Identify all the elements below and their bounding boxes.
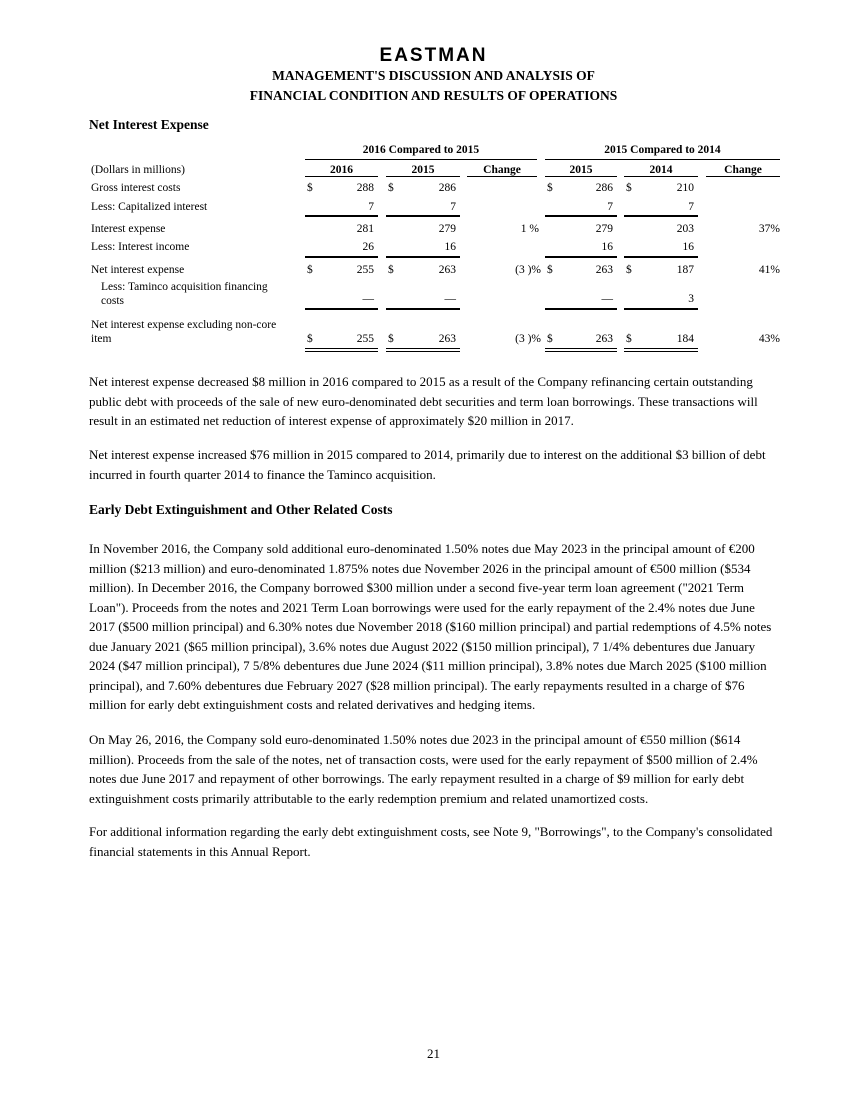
early-debt-heading: Early Debt Extinguishment and Other Related Costs: [89, 502, 393, 517]
value-cell: 184: [676, 333, 694, 345]
paragraph: In November 2016, the Company sold additional euro-denominated 1.50% notes due May 2023 in the principal amount of €200 million ($213 million) and euro-denominated 1.875% notes due November 2026 in the principal amount of €500 million ($534 million). In December 2016, the Company borrowed $300 million under a second five-year term loan agreement ("2021 Term Loan"). Proceeds from the notes and 2021 Term Loan borrowings were used for the early repayment of the 2.4% notes due June 2017 ($500 million principal) and 6.30% notes due November 2018 ($160 million principal) and partial redemptions of 4.5% notes due January 2021 ($65 million principal), 3.6% notes due August 2022 ($150 million principal), 7 1/4% debentures due January 2024 ($47 million principal), 7 5/8% debentures due June 2024 ($11 million principal), 3.8% notes due March 2025 ($100 million principal), and 7.60% debentures due February 2027 ($28 million principal). The early repayments resulted in a charge of $76 million for early debt extinguishment costs and related derivatives and hedging items.: [89, 541, 772, 712]
dollar-sign: $: [307, 333, 313, 345]
value-cell: 255: [356, 264, 374, 276]
dollar-sign: $: [547, 182, 553, 194]
net-interest-heading: Net Interest Expense: [89, 117, 209, 132]
paragraph: For additional information regarding the early debt extinguishment costs, see Note 9, "Borrowings", to the Company's consolidated financial statements in this Annual Report.: [89, 824, 773, 859]
value-cell: 286: [595, 182, 613, 194]
dollar-sign: $: [388, 333, 394, 345]
change-cell: 1 %: [520, 223, 539, 235]
change-cell: 37%: [758, 223, 780, 235]
row-label: Less: Taminco acquisition financing: [101, 281, 268, 293]
dollar-sign: $: [547, 264, 553, 276]
paragraph: Net interest expense decreased $8 million in 2016 compared to 2015 as a result of the Company refinancing certain outstanding public debt with proceeds of the sale of new euro-denominated debt securities and term loan borrowings. These transactions will result in an estimated net reduction of interest expense of approximately $20 million in 2017.: [89, 374, 758, 428]
row-label: Less: Interest income: [91, 241, 190, 253]
value-cell: 286: [438, 182, 456, 194]
page-number: 21: [427, 1046, 440, 1061]
value-cell: 263: [438, 264, 456, 276]
dollar-sign: $: [547, 333, 553, 345]
value-cell: 255: [356, 333, 374, 345]
col-header-2015: 2015: [411, 164, 435, 176]
col-header-change: Change: [483, 164, 521, 176]
value-cell: 279: [595, 223, 613, 235]
value-cell: 288: [356, 182, 374, 194]
company-logo: EASTMAN: [379, 45, 488, 66]
report-title-line1: MANAGEMENT'S DISCUSSION AND ANALYSIS OF: [272, 68, 595, 83]
row-label: Interest expense: [91, 223, 166, 235]
value-cell: 3: [688, 293, 694, 305]
row-label-continued: costs: [101, 295, 124, 307]
value-cell: —: [362, 293, 374, 305]
col-header-change: Change: [724, 164, 762, 176]
row-label: Less: Capitalized interest: [91, 201, 208, 213]
paragraph: On May 26, 2016, the Company sold euro-denominated 1.50% notes due 2023 in the principal amount of €550 million ($614 million). Proceeds from the sale of the notes, net of transaction costs, were used for the early repayment of $500 million of 2.4% notes due June 2017 and repayment of other borrowings. The early repayment resulted in a charge of $9 million for early debt extinguishment costs primarily attributable to the early redemption premium and related unamortized costs.: [89, 732, 758, 806]
value-cell: 203: [676, 223, 694, 235]
value-cell: 210: [676, 182, 694, 194]
change-cell: 41%: [758, 264, 780, 276]
dollar-sign: $: [388, 264, 394, 276]
value-cell: 16: [444, 241, 456, 253]
value-cell: 26: [362, 241, 374, 253]
value-cell: 7: [450, 201, 456, 213]
units-label: (Dollars in millions): [91, 164, 185, 176]
dollar-sign: $: [307, 264, 313, 276]
row-label-continued: item: [91, 333, 112, 345]
value-cell: 7: [688, 201, 694, 213]
paragraph: Net interest expense increased $76 million in 2015 compared to 2014, primarily due to interest on the additional $3 billion of debt incurred in fourth quarter 2014 to finance the Taminco acquisition.: [89, 447, 766, 482]
value-cell: —: [444, 293, 456, 305]
value-cell: 263: [438, 333, 456, 345]
dollar-sign: $: [626, 333, 632, 345]
value-cell: —: [601, 293, 613, 305]
value-cell: 16: [682, 241, 694, 253]
value-cell: 279: [438, 223, 456, 235]
value-cell: 7: [368, 201, 374, 213]
col-header-2015: 2015: [569, 164, 593, 176]
value-cell: 7: [607, 201, 613, 213]
dollar-sign: $: [388, 182, 394, 194]
col-header-2014: 2014: [649, 164, 673, 176]
dollar-sign: $: [307, 182, 313, 194]
value-cell: 281: [356, 223, 374, 235]
report-title-line2: FINANCIAL CONDITION AND RESULTS OF OPERATIONS: [249, 88, 618, 103]
dollar-sign: $: [626, 264, 632, 276]
dollar-sign: $: [626, 182, 632, 194]
value-cell: 16: [601, 241, 613, 253]
value-cell: 263: [595, 333, 613, 345]
value-cell: 263: [595, 264, 613, 276]
row-label: Net interest expense excluding non-core: [91, 319, 277, 331]
change-cell: (3 )%: [515, 333, 541, 345]
group-header-2015-vs-2014: 2015 Compared to 2014: [604, 144, 721, 156]
change-cell: (3 )%: [515, 264, 541, 276]
row-label: Net interest expense: [91, 264, 185, 276]
group-header-2016-vs-2015: 2016 Compared to 2015: [362, 144, 480, 156]
change-cell: 43%: [758, 333, 780, 345]
row-label: Gross interest costs: [91, 182, 181, 194]
value-cell: 187: [676, 264, 694, 276]
col-header-2016: 2016: [330, 164, 353, 176]
